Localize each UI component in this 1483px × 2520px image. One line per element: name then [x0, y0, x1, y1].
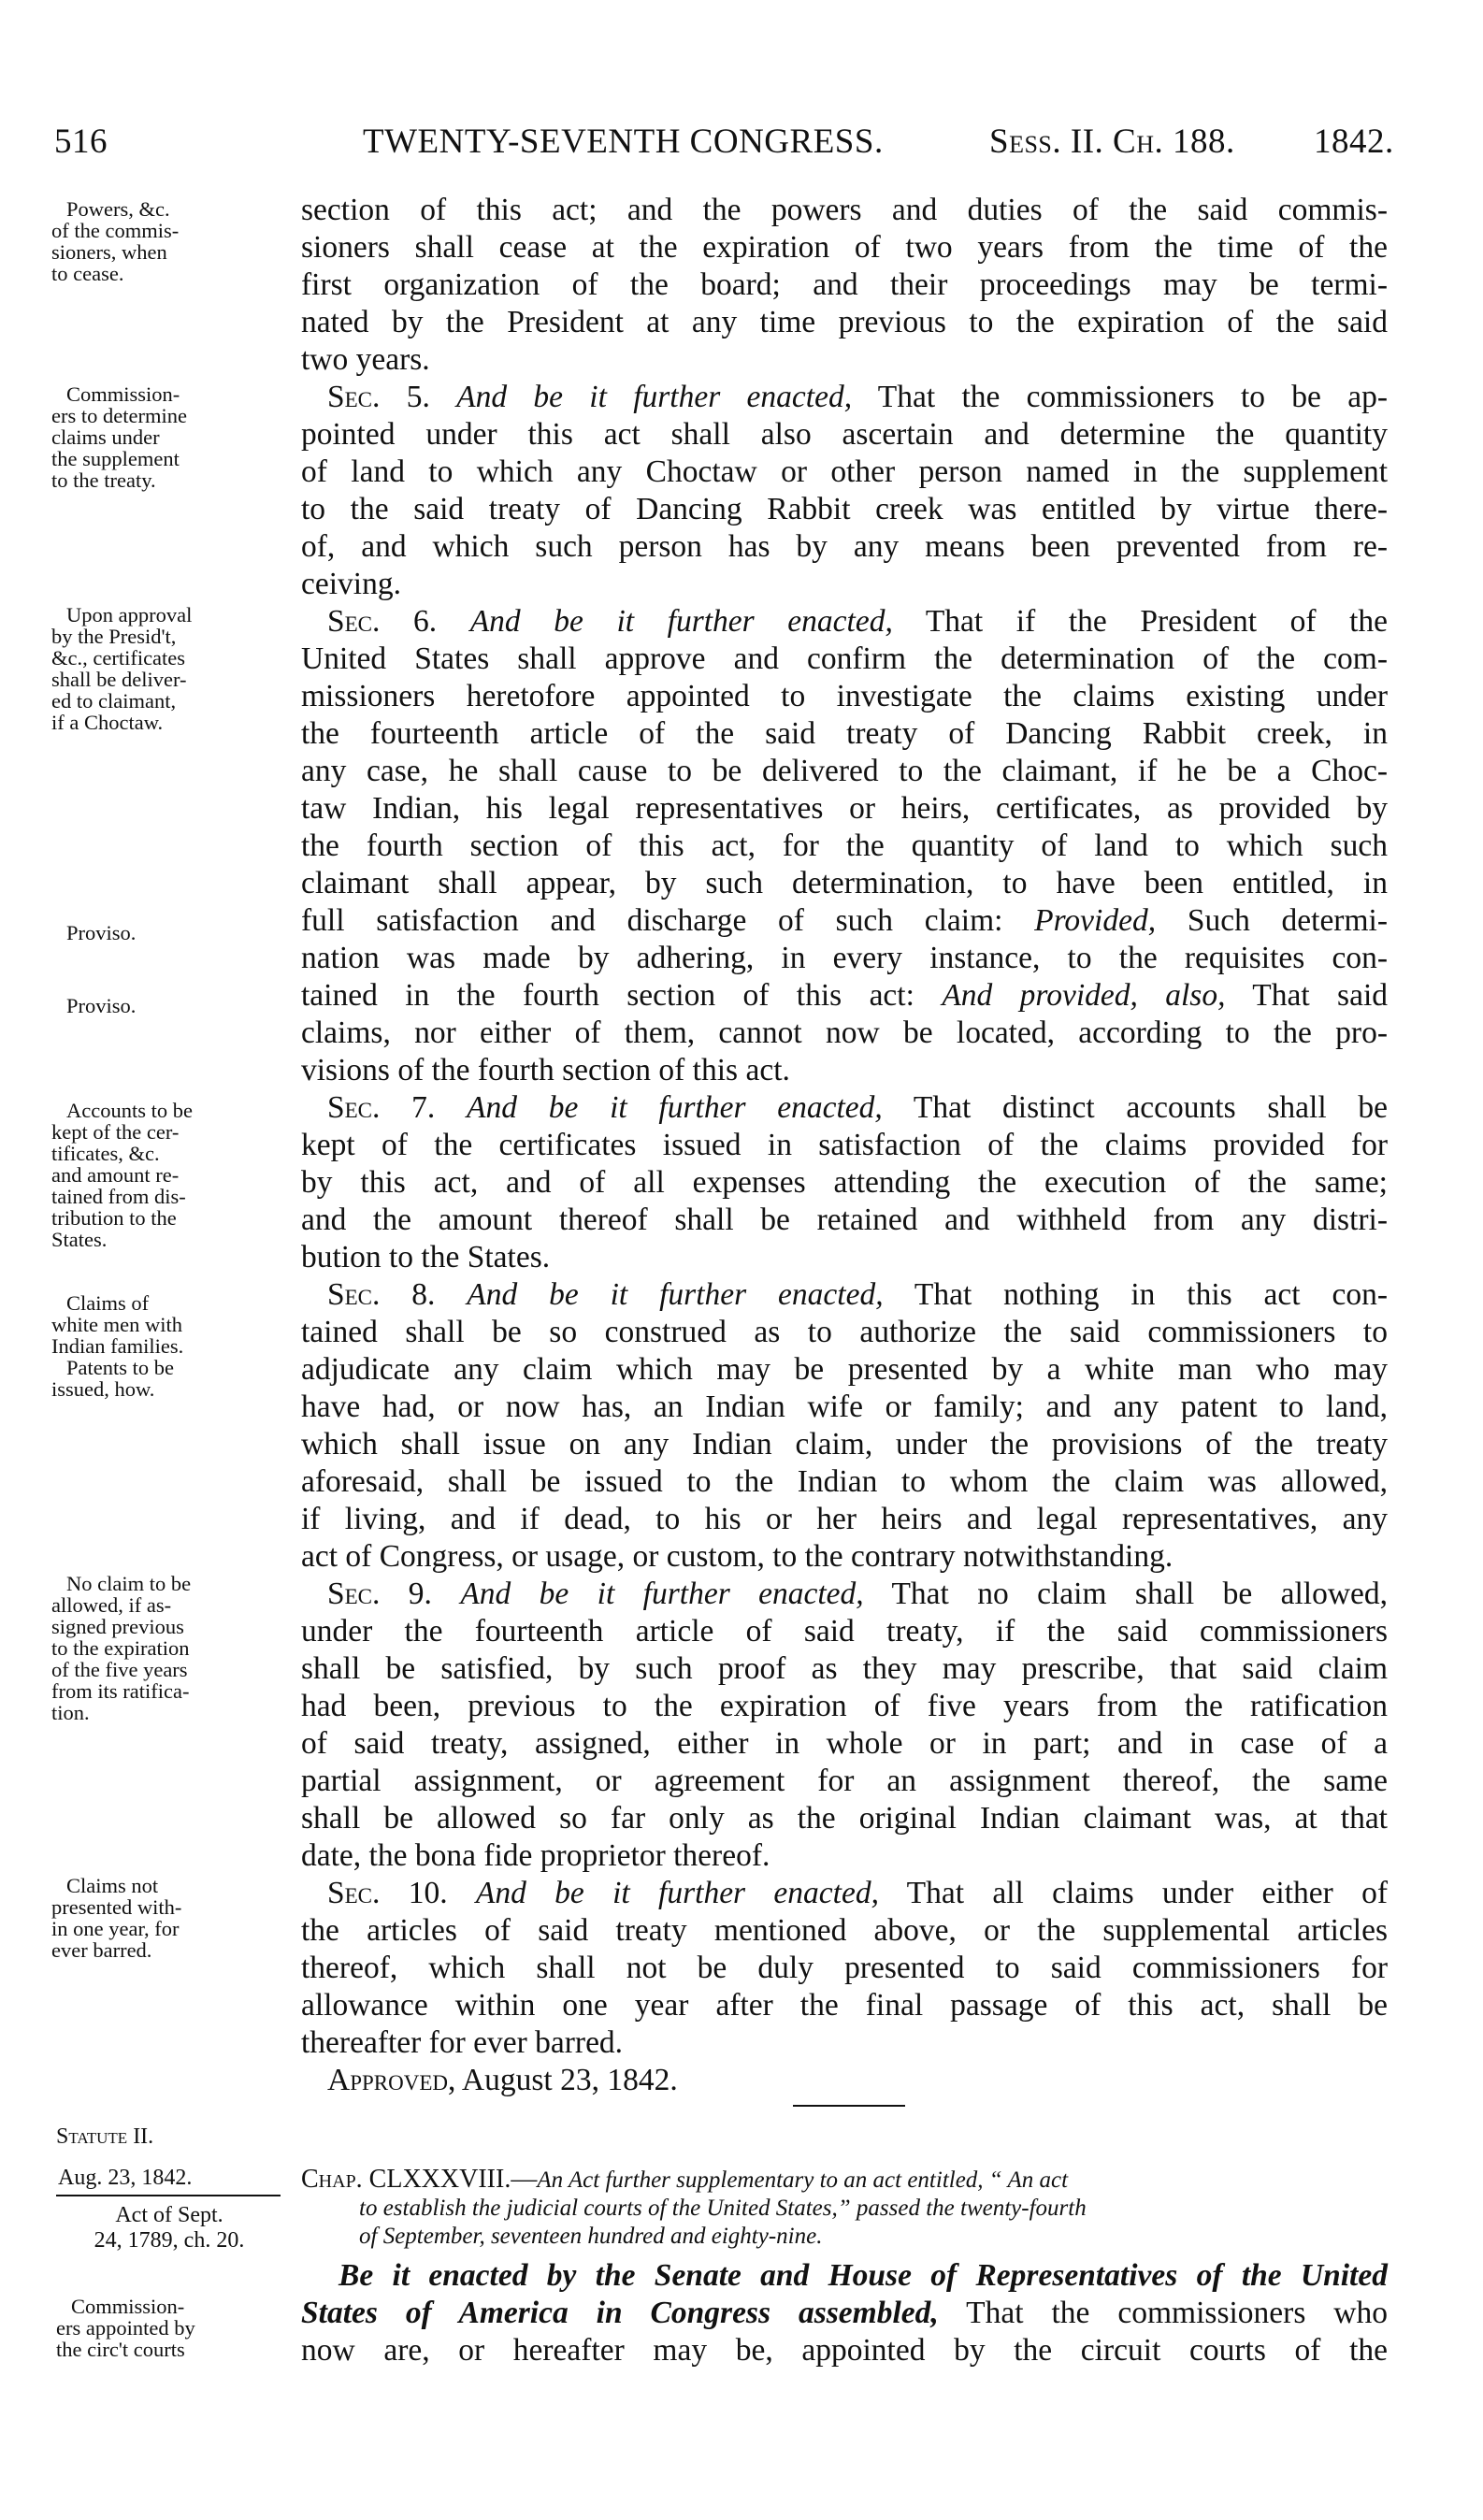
note-line: tion. [51, 1701, 90, 1724]
body-line: thereof, which shall not be duly presented to said commissioners for [301, 1951, 1388, 1985]
note-line: allowed, if as- [51, 1593, 172, 1617]
enacting-phrase: And be it further enacted, [456, 380, 853, 414]
note-line: to cease. [51, 262, 124, 285]
proviso-word: Provided, [1034, 903, 1157, 938]
body-line: of, and which such person has by any means been prevented from re- [301, 529, 1388, 564]
approval-line [301, 2062, 1388, 2099]
body-line: which shall issue on any Indian claim, under the provisions of the treaty [301, 1427, 1388, 1462]
body-line: nation was made by adhering, in every instance, to the requisites con- [301, 941, 1388, 975]
running-header [54, 122, 1394, 168]
note-line: sioners, when [51, 240, 167, 264]
margin-note-claims-not-presented [51, 1875, 276, 1961]
enacting-phrase: And be it further enacted, [475, 1876, 879, 1910]
reference-line: 24, 1789, ch. 20. [94, 2228, 245, 2253]
body-line: ceiving. [301, 567, 401, 601]
body-text: That no claim shall be allowed, [891, 1577, 1389, 1611]
body-line: have had, or now has, an Indian wife or family; and any patent to land, [301, 1390, 1388, 1424]
body-line: sioners shall cease at the expiration of two years from the time of the [301, 230, 1388, 265]
chapter-title-line [301, 2166, 1388, 2195]
margin-note-accounts [51, 1100, 276, 1250]
enacting-phrase: And be it further enacted, [460, 1577, 864, 1611]
note-line: Indian families. [51, 1334, 184, 1358]
body-text: full satisfaction and discharge of such claim: [301, 903, 1003, 938]
margin-note-upon-approval [51, 604, 276, 733]
body-line: allowance within one year after the final passage of this act, shall be [301, 1988, 1388, 2023]
section-divider [793, 2105, 905, 2107]
note-line: presented with- [51, 1895, 182, 1919]
margin-note-claims-white-men [51, 1292, 276, 1357]
body-line: of land to which any Choctaw or other person named in the supplement [301, 454, 1388, 489]
statute-heading: Statute II. [56, 2124, 154, 2149]
statute-date-rule [56, 2195, 281, 2196]
body-line: had been, previous to the expiration of five years from the ratification [301, 1689, 1388, 1723]
note-line: Patents to be [66, 1356, 174, 1379]
note-line: issued, how. [51, 1377, 155, 1401]
note-line: kept of the cer- [51, 1120, 180, 1144]
chapter-title [301, 2166, 1388, 2251]
proviso-line [301, 902, 1388, 940]
note-line: the supplement [51, 447, 180, 470]
note-line: Upon approval [66, 603, 193, 626]
body-line: now are, or hereafter may be, appointed by the circuit courts of the [301, 2333, 1388, 2368]
note-line: to the expiration [51, 1636, 190, 1660]
section-6-heading [301, 603, 1388, 641]
body-text: That said [1252, 978, 1388, 1013]
section-5-heading [301, 379, 1388, 416]
body-line: first organization of the board; and their proceedings may be termi- [301, 267, 1388, 302]
chapter-title-text: An Act further supplementary to an act entitled, “ An act [537, 2167, 1069, 2193]
note-line: tificates, &c. [51, 1142, 160, 1165]
body-line: adjudicate any claim which may be presented by a white man who may [301, 1352, 1388, 1387]
body-line: two years. [301, 342, 430, 377]
main-text [301, 192, 1388, 2099]
body-line: kept of the certificates issued in satisfaction of the claims provided for [301, 1128, 1388, 1162]
act-reference [65, 2203, 273, 2254]
note-line: No claim to be [66, 1572, 192, 1595]
note-line: in one year, for [51, 1917, 180, 1940]
reference-line: Act of Sept. [115, 2203, 223, 2227]
body-text: Such determi- [1187, 903, 1388, 938]
note-line: ers to determine [51, 404, 187, 427]
approved-label: Approved, [327, 2063, 456, 2097]
note-line: Claims of [66, 1291, 150, 1315]
enacting-phrase: And be it further enacted, [469, 604, 893, 639]
note-line: and amount re- [51, 1163, 180, 1187]
note-line: Claims not [66, 1874, 159, 1897]
approved-date: August 23, 1842. [461, 2063, 678, 2097]
session-chapter: Sess. II. Ch. 188. [989, 122, 1235, 161]
margin-note-powers [51, 198, 276, 284]
body-line: section of this act; and the powers and duties of the said commis- [301, 193, 1388, 227]
body-line: bution to the States. [301, 1240, 551, 1274]
enacting-text: States of America in Congress assembled, [301, 2296, 939, 2330]
section-7-heading [301, 1089, 1388, 1127]
body-line: act of Congress, or usage, or custom, to the contrary notwithstanding. [301, 1539, 1173, 1574]
note-line: of the commis- [51, 219, 180, 242]
note-line: Proviso. [66, 921, 137, 944]
body-line: nated by the President at any time previous to the expiration of the said [301, 305, 1388, 339]
body-line: visions of the fourth section of this act. [301, 1053, 790, 1087]
body-line: and the amount thereof shall be retained and withheld from any distri- [301, 1202, 1388, 1237]
note-line: ed to claimant, [51, 689, 177, 713]
body-line: pointed under this act shall also ascertain and determine the quantity [301, 417, 1388, 452]
body-line: any case, he shall cause to be delivered to the claimant, if he be a Choc- [301, 754, 1388, 788]
note-line: ers appointed by [56, 2316, 195, 2340]
section-label: Sec. 8. [327, 1277, 436, 1312]
body-line: taw Indian, his legal representatives or heirs, certificates, as provided by [301, 791, 1388, 826]
body-line: missioners heretofore appointed to investigate the claims existing under [301, 679, 1388, 713]
body-line: partial assignment, or agreement for an assignment thereof, the same [301, 1764, 1388, 1798]
body-text: That nothing in this act con- [914, 1277, 1389, 1312]
note-line: tained from dis- [51, 1185, 186, 1208]
chapter-title-line: of September, seventeen hundred and eighty-nine. [359, 2224, 823, 2249]
section-label: Sec. 5. [327, 380, 430, 414]
note-line: by the Presid't, [51, 625, 177, 648]
note-line: claims under [51, 425, 160, 449]
body-line: shall be allowed so far only as the original Indian claimant was, at that [301, 1801, 1388, 1836]
note-line: from its ratifica- [51, 1679, 190, 1703]
enacting-phrase: And be it further enacted, [467, 1090, 883, 1125]
note-line: white men with [51, 1313, 182, 1336]
section-label: Sec. 9. [327, 1577, 432, 1611]
note-line: if a Choctaw. [51, 711, 164, 734]
margin-note-no-claim [51, 1573, 276, 1723]
note-line: &c., certificates [51, 646, 186, 670]
body-text: tained in the fourth section of this act: [301, 978, 914, 1013]
body-line: by this act, and of all expenses attending the execution of the same; [301, 1165, 1388, 1200]
margin-note-commissioners-determine [51, 383, 276, 491]
body-text: That all claims under either of [906, 1876, 1388, 1910]
enacting-line [301, 2295, 1388, 2332]
body-line: under the fourteenth article of said treaty, if the said commissioners [301, 1614, 1388, 1649]
proviso-line [301, 977, 1388, 1015]
body-text: That if the President of the [925, 604, 1389, 639]
body-line: tained shall be so construed as to authorize the said commissioners to [301, 1315, 1388, 1349]
body-line: claims, nor either of them, cannot now be located, according to the pro- [301, 1015, 1388, 1050]
body-text: That the commissioners who [966, 2296, 1388, 2330]
chapter-label: Chap. CLXXXVIII.— [301, 2165, 538, 2194]
note-line: tribution to the [51, 1206, 177, 1230]
margin-note-proviso-1 [51, 922, 276, 943]
section-10-heading [301, 1875, 1388, 1912]
note-line: Commission- [66, 382, 180, 406]
header-year: 1842. [1314, 122, 1394, 161]
body-line: of said treaty, assigned, either in whole or in part; and in case of a [301, 1726, 1388, 1761]
page-number: 516 [54, 122, 108, 161]
body-text: That the commissioners to be ap- [877, 380, 1388, 414]
note-line: Powers, &c. [66, 197, 170, 221]
body-line: to the said treaty of Dancing Rabbit creek was entitled by virtue there- [301, 492, 1388, 526]
note-line: signed previous [51, 1615, 184, 1638]
body-text: That distinct accounts shall be [913, 1090, 1388, 1125]
section-label: Sec. 7. [327, 1090, 436, 1125]
note-line: ever barred. [51, 1938, 152, 1962]
body-line: date, the bona fide proprietor thereof. [301, 1838, 770, 1873]
body-line: the articles of said treaty mentioned above, or the supplemental articles [301, 1913, 1388, 1948]
statute-date: Aug. 23, 1842. [58, 2166, 193, 2190]
body-line: the fourteenth article of the said treaty of Dancing Rabbit creek, in [301, 716, 1388, 751]
section-label: Sec. 10. [327, 1876, 448, 1910]
section-9-heading [301, 1576, 1388, 1613]
section-label: Sec. 6. [327, 604, 438, 639]
margin-note-patents [51, 1357, 276, 1400]
note-line: Commission- [71, 2295, 185, 2318]
enacting-clause [301, 2257, 1388, 2369]
body-line: the fourth section of this act, for the quantity of land to which such [301, 828, 1388, 863]
enacting-line [301, 2257, 1388, 2295]
congress-title: TWENTY-SEVENTH CONGRESS. [363, 122, 884, 161]
note-line: to the treaty. [51, 468, 156, 492]
note-line: shall be deliver- [51, 668, 187, 691]
body-line: thereafter for ever barred. [301, 2025, 624, 2060]
margin-note-commissioners-appointed [56, 2296, 281, 2360]
note-line: States. [51, 1228, 108, 1251]
body-line: if living, and if dead, to his or her heirs and legal representatives, any [301, 1502, 1388, 1536]
section-8-heading [301, 1276, 1388, 1314]
note-line: of the five years [51, 1658, 188, 1681]
margin-note-proviso-2 [51, 995, 276, 1016]
body-line: shall be satisfied, by such proof as they may prescribe, that said claim [301, 1651, 1388, 1686]
body-line: United States shall approve and confirm the determination of the com- [301, 641, 1388, 676]
body-line: claimant shall appear, by such determination, to have been entitled, in [301, 866, 1388, 900]
proviso-word: And provided, also, [942, 978, 1226, 1013]
enacting-phrase: And be it further enacted, [467, 1277, 884, 1312]
note-line: Proviso. [66, 994, 137, 1017]
body-line: aforesaid, shall be issued to the Indian to whom the claim was allowed, [301, 1464, 1388, 1499]
chapter-title-line: to establish the judicial courts of the United States,” passed the twenty-fourth [359, 2196, 1087, 2221]
note-line: Accounts to be [66, 1099, 193, 1122]
note-line: the circ't courts [56, 2338, 185, 2361]
enacting-text: Be it enacted by the Senate and House of Representatives of the United [338, 2258, 1388, 2293]
